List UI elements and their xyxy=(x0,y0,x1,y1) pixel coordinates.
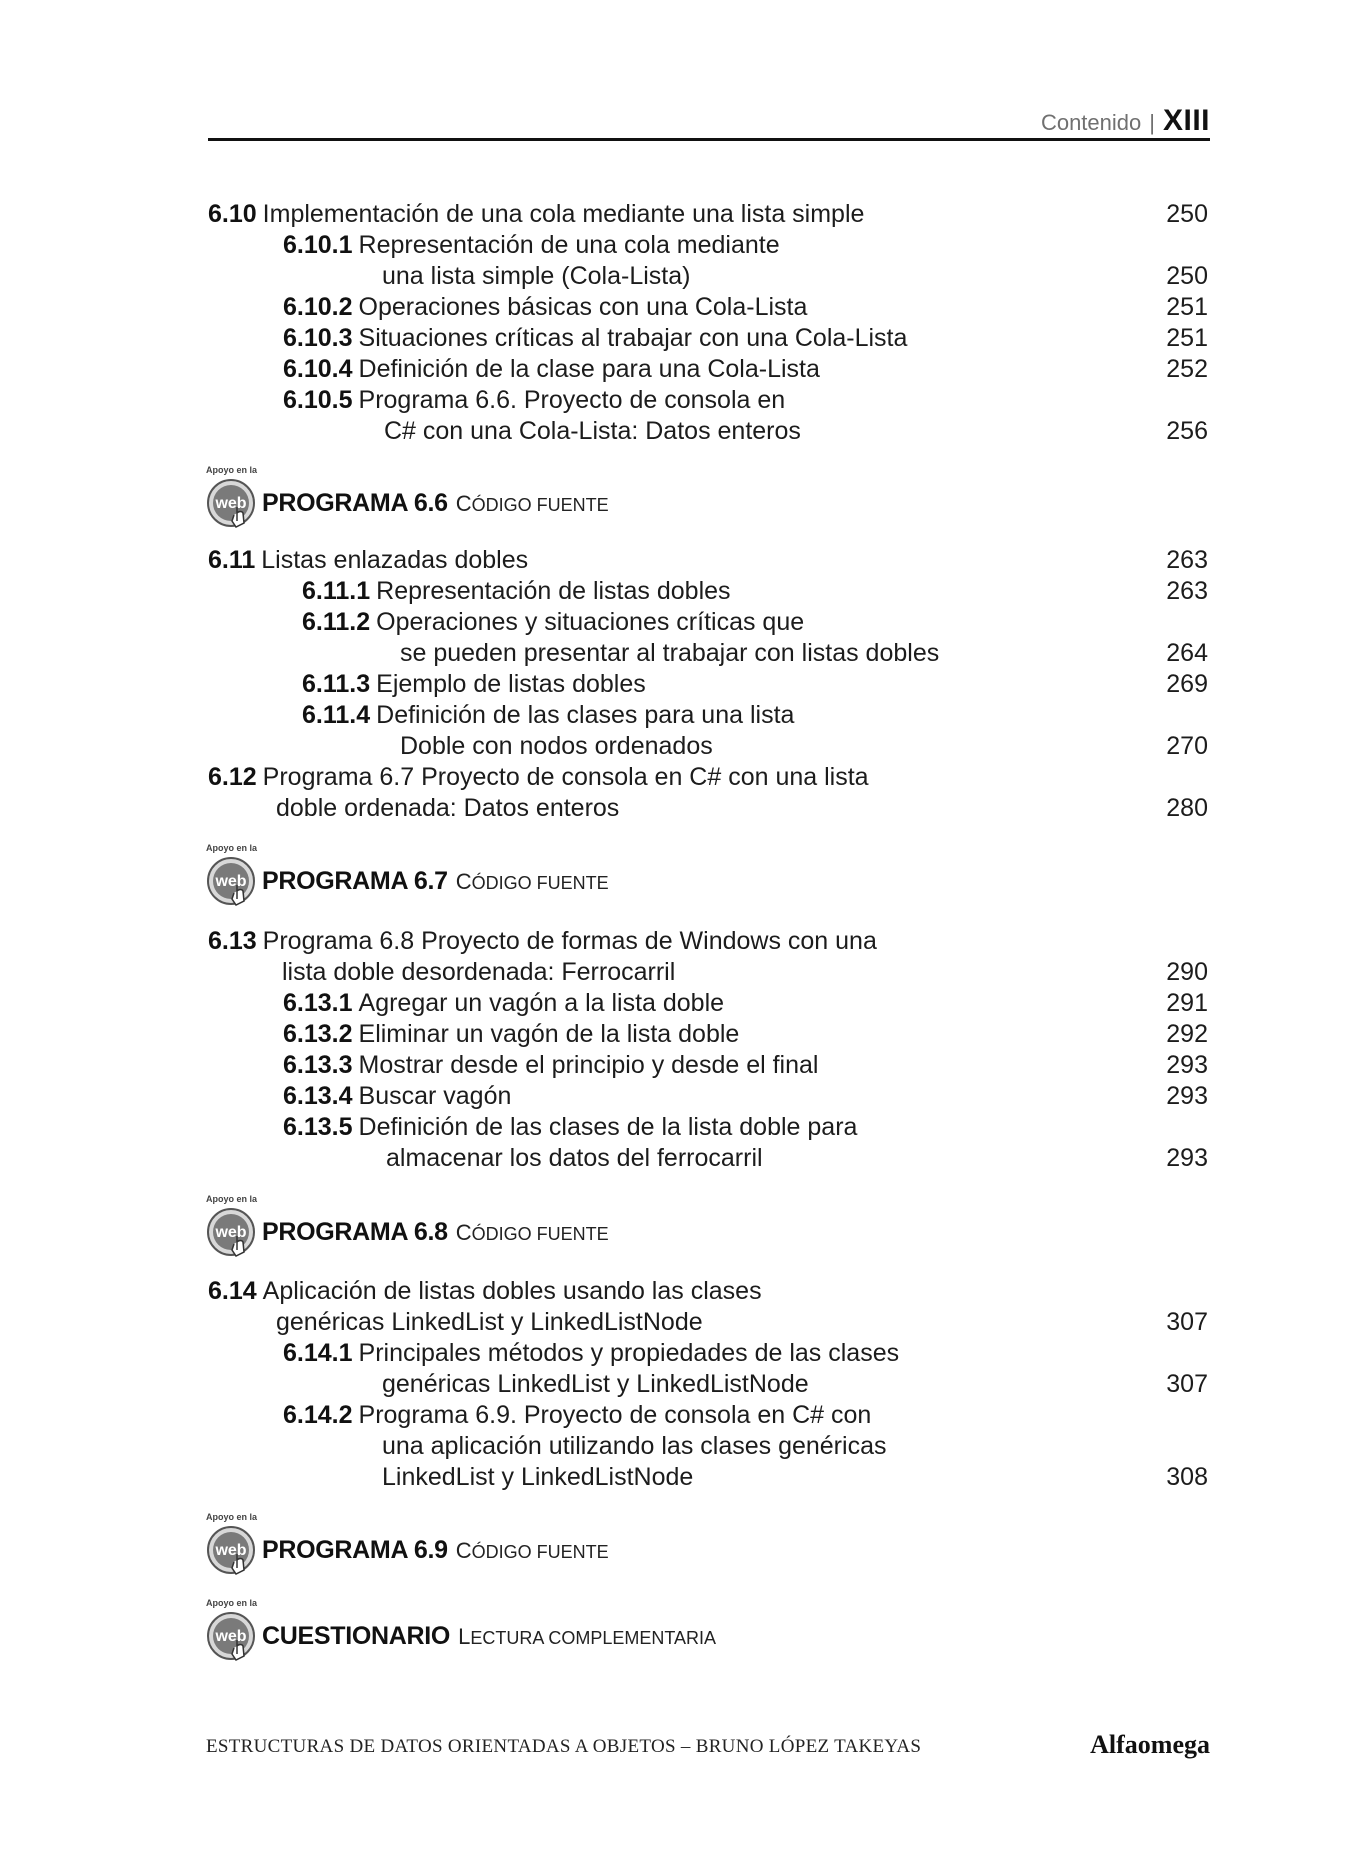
toc-entry xyxy=(208,925,877,957)
web-support-item[interactable] xyxy=(206,1598,846,1668)
web-support-title: CUESTIONARIO xyxy=(262,1622,451,1650)
web-support-title: PROGRAMA 6.7 xyxy=(262,867,448,895)
toc-entry xyxy=(382,1368,809,1400)
toc-entry-page: 252 xyxy=(1166,355,1208,383)
toc-entry-page: 293 xyxy=(1166,1144,1208,1172)
toc-entry-title: Principales métodos y propiedades de las clases xyxy=(358,1339,900,1367)
web-support-label xyxy=(262,1534,609,1568)
toc-entry-title: Programa 6.7 Proyecto de consola en C# con una lista xyxy=(262,763,869,791)
toc-entry xyxy=(283,384,785,416)
toc-entry xyxy=(283,1049,818,1081)
publisher-logo: Alfaomega xyxy=(1090,1730,1210,1759)
toc-entry-title: Programa 6.9. Proyecto de consola en C# con xyxy=(358,1401,872,1429)
toc-entry-page: 308 xyxy=(1166,1463,1208,1491)
toc-entry xyxy=(283,322,907,354)
toc-entry xyxy=(384,415,801,447)
toc-entry xyxy=(282,956,675,988)
web-globe-icon xyxy=(206,1206,258,1258)
web-support-subtitle-initial: C xyxy=(455,1538,472,1563)
page-number: XIII xyxy=(1162,104,1210,137)
page-footer xyxy=(206,1728,1210,1764)
toc-entry-number: 6.11 xyxy=(208,546,256,574)
toc-entry-title: almacenar los datos del ferrocarril xyxy=(386,1144,763,1172)
toc-entry-title: Definición de las clases de la lista doble para xyxy=(358,1113,858,1141)
web-support-title: PROGRAMA 6.8 xyxy=(262,1218,448,1246)
web-support-item[interactable] xyxy=(206,843,846,913)
toc-entry-title: Representación de una cola mediante xyxy=(358,231,780,259)
toc-entry-title: Definición de la clase para una Cola-Lista xyxy=(358,355,820,383)
toc-entry-number: 6.13.1 xyxy=(283,989,353,1017)
toc-entry xyxy=(400,730,713,762)
toc-entry xyxy=(276,792,619,824)
toc-entry-title: genéricas LinkedList y LinkedListNode xyxy=(382,1370,809,1398)
toc-entry-title: LinkedList y LinkedListNode xyxy=(382,1463,694,1491)
toc-entry xyxy=(276,1306,703,1338)
toc-entry-title: Representación de listas dobles xyxy=(376,577,731,605)
web-support-item[interactable] xyxy=(206,465,846,535)
toc-entry-page: 250 xyxy=(1166,262,1208,290)
web-support-subtitle-rest: ÓDIGO FUENTE xyxy=(471,1224,609,1244)
toc-entry-number: 6.12 xyxy=(208,763,257,791)
book-title: ESTRUCTURAS DE DATOS ORIENTADAS A OBJETOS – BRUNO LÓPEZ TAKEYAS xyxy=(206,1736,922,1757)
toc-entry xyxy=(283,291,807,323)
toc-entry-page: 292 xyxy=(1166,1020,1208,1048)
toc-entry-page: 263 xyxy=(1166,577,1208,605)
toc-entry xyxy=(208,544,528,576)
toc-entry xyxy=(302,668,646,700)
toc-entry-number: 6.14.1 xyxy=(283,1339,353,1367)
toc-entry xyxy=(283,229,780,261)
toc-entry xyxy=(382,260,690,292)
web-support-subtitle-rest: ÓDIGO FUENTE xyxy=(471,873,609,893)
toc-entry-number: 6.10.2 xyxy=(283,293,353,321)
toc-entry xyxy=(302,575,731,607)
toc-entry-title: Programa 6.6. Proyecto de consola en xyxy=(358,386,786,414)
web-support-item[interactable] xyxy=(206,1194,846,1264)
header-separator: | xyxy=(1149,110,1155,135)
web-support-title: PROGRAMA 6.9 xyxy=(262,1536,448,1564)
web-support-tag: Apoyo en la xyxy=(206,1512,258,1522)
web-support-title: PROGRAMA 6.6 xyxy=(262,489,448,517)
toc-entry-number: 6.10 xyxy=(208,200,257,228)
toc-entry-title: Agregar un vagón a la lista doble xyxy=(358,989,725,1017)
toc-entry-number: 6.10.1 xyxy=(283,231,353,259)
web-badge-text: web xyxy=(215,1542,247,1559)
toc-entry-title: doble ordenada: Datos enteros xyxy=(276,794,620,822)
toc-entry-page: 264 xyxy=(1166,639,1208,667)
toc-entry-number: 6.11.3 xyxy=(302,670,371,698)
web-support-item[interactable] xyxy=(206,1512,846,1582)
toc-entry-number: 6.11.2 xyxy=(302,608,371,636)
web-support-subtitle-rest: ÓDIGO FUENTE xyxy=(471,495,609,515)
toc-entry xyxy=(283,1111,857,1143)
toc-entry-title: Eliminar un vagón de la lista doble xyxy=(358,1020,740,1048)
toc-entry-title: Situaciones críticas al trabajar con una Cola-Lista xyxy=(358,324,908,352)
web-support-subtitle xyxy=(456,1538,609,1563)
web-support-subtitle xyxy=(456,491,609,516)
web-support-subtitle xyxy=(456,1220,609,1245)
web-support-subtitle xyxy=(456,869,609,894)
toc-entry-page: 280 xyxy=(1166,794,1208,822)
web-support-tag: Apoyo en la xyxy=(206,465,258,475)
toc-entry-title: una aplicación utilizando las clases genéricas xyxy=(382,1432,887,1460)
toc-entry-number: 6.13.5 xyxy=(283,1113,353,1141)
toc-entry-page: 270 xyxy=(1166,732,1208,760)
toc-entry-title: Doble con nodos ordenados xyxy=(400,732,713,760)
web-support-label xyxy=(262,487,609,521)
web-support-tag: Apoyo en la xyxy=(206,843,258,853)
toc-entry xyxy=(283,1399,871,1431)
web-globe-icon xyxy=(206,477,258,529)
toc-entry-title: genéricas LinkedList y LinkedListNode xyxy=(276,1308,703,1336)
toc-entry-page: 269 xyxy=(1166,670,1208,698)
toc-entry-page: 263 xyxy=(1166,546,1208,574)
toc-entry xyxy=(283,1080,511,1112)
web-support-subtitle-rest: ECTURA COMPLEMENTARIA xyxy=(470,1628,717,1648)
toc-entry-page: 251 xyxy=(1166,324,1208,352)
toc-entry xyxy=(302,699,794,731)
toc-entry-title: Buscar vagón xyxy=(358,1082,512,1110)
toc-entry-page: 290 xyxy=(1166,958,1208,986)
toc-entry xyxy=(208,1275,762,1307)
toc-entry-number: 6.10.4 xyxy=(283,355,353,383)
toc-entry xyxy=(283,1018,739,1050)
web-badge-text: web xyxy=(215,873,247,890)
web-support-label xyxy=(262,1216,609,1250)
toc-entry xyxy=(208,198,864,230)
toc-entry-page: 291 xyxy=(1166,989,1208,1017)
toc-entry-title: una lista simple (Cola-Lista) xyxy=(382,262,691,290)
toc-entry-number: 6.13.3 xyxy=(283,1051,353,1079)
web-support-tag: Apoyo en la xyxy=(206,1194,258,1204)
toc-entry xyxy=(400,637,939,669)
toc-entry-number: 6.13.2 xyxy=(283,1020,353,1048)
toc-entry-title: se pueden presentar al trabajar con listas dobles xyxy=(400,639,940,667)
toc-entry xyxy=(283,353,820,385)
toc-entry xyxy=(386,1142,763,1174)
toc-entry-number: 6.14 xyxy=(208,1277,257,1305)
toc-entry-title: Mostrar desde el principio y desde el final xyxy=(358,1051,819,1079)
web-globe-icon xyxy=(206,1610,258,1662)
toc-entry-number: 6.11.1 xyxy=(302,577,371,605)
web-support-label xyxy=(262,865,609,899)
toc-entry xyxy=(382,1461,693,1493)
web-badge-text: web xyxy=(215,1224,247,1241)
toc-entry-page: 250 xyxy=(1166,200,1208,228)
toc-entry-page: 293 xyxy=(1166,1082,1208,1110)
web-globe-icon xyxy=(206,1524,258,1576)
toc-entry-page: 251 xyxy=(1166,293,1208,321)
toc-entry xyxy=(208,761,869,793)
toc-entry-title: Operaciones básicas con una Cola-Lista xyxy=(358,293,808,321)
web-support-subtitle-rest: ÓDIGO FUENTE xyxy=(471,1542,609,1562)
toc-entry-number: 6.11.4 xyxy=(302,701,371,729)
toc-entry-title: Definición de las clases para una lista xyxy=(376,701,795,729)
toc-entry-title: Listas enlazadas dobles xyxy=(261,546,529,574)
toc-entry-number: 6.13.4 xyxy=(283,1082,353,1110)
toc-entry-number: 6.14.2 xyxy=(283,1401,353,1429)
toc-entry-page: 307 xyxy=(1166,1370,1208,1398)
toc-entry-title: lista doble desordenada: Ferrocarril xyxy=(282,958,676,986)
web-globe-icon xyxy=(206,855,258,907)
toc-entry xyxy=(382,1430,886,1462)
toc-entry-title: Aplicación de listas dobles usando las clases xyxy=(262,1277,762,1305)
toc-entry-number: 6.10.3 xyxy=(283,324,353,352)
web-support-subtitle-initial: L xyxy=(458,1624,471,1649)
web-support-subtitle-initial: C xyxy=(455,1220,472,1245)
toc-entry-title: Operaciones y situaciones críticas que xyxy=(376,608,805,636)
web-support-label xyxy=(262,1620,716,1654)
toc-entry-title: Programa 6.8 Proyecto de formas de Windows con una xyxy=(262,927,877,955)
toc-entry-title: Implementación de una cola mediante una lista simple xyxy=(262,200,865,228)
web-support-subtitle-initial: C xyxy=(455,869,472,894)
header-section: Contenido xyxy=(1040,110,1142,135)
toc-entry-page: 293 xyxy=(1166,1051,1208,1079)
web-badge-text: web xyxy=(215,1628,247,1645)
toc-entry-page: 256 xyxy=(1166,417,1208,445)
toc-entry-page: 307 xyxy=(1166,1308,1208,1336)
toc-entry xyxy=(283,1337,899,1369)
toc-entry-number: 6.13 xyxy=(208,927,257,955)
toc-entry xyxy=(302,606,804,638)
toc-entry-number: 6.10.5 xyxy=(283,386,353,414)
web-support-subtitle xyxy=(458,1624,716,1649)
toc-entry-title: C# con una Cola-Lista: Datos enteros xyxy=(384,417,801,445)
web-support-subtitle-initial: C xyxy=(455,491,472,516)
web-support-tag: Apoyo en la xyxy=(206,1598,258,1608)
toc-entry-title: Ejemplo de listas dobles xyxy=(376,670,646,698)
toc-entry xyxy=(283,987,724,1019)
web-badge-text: web xyxy=(215,495,247,512)
